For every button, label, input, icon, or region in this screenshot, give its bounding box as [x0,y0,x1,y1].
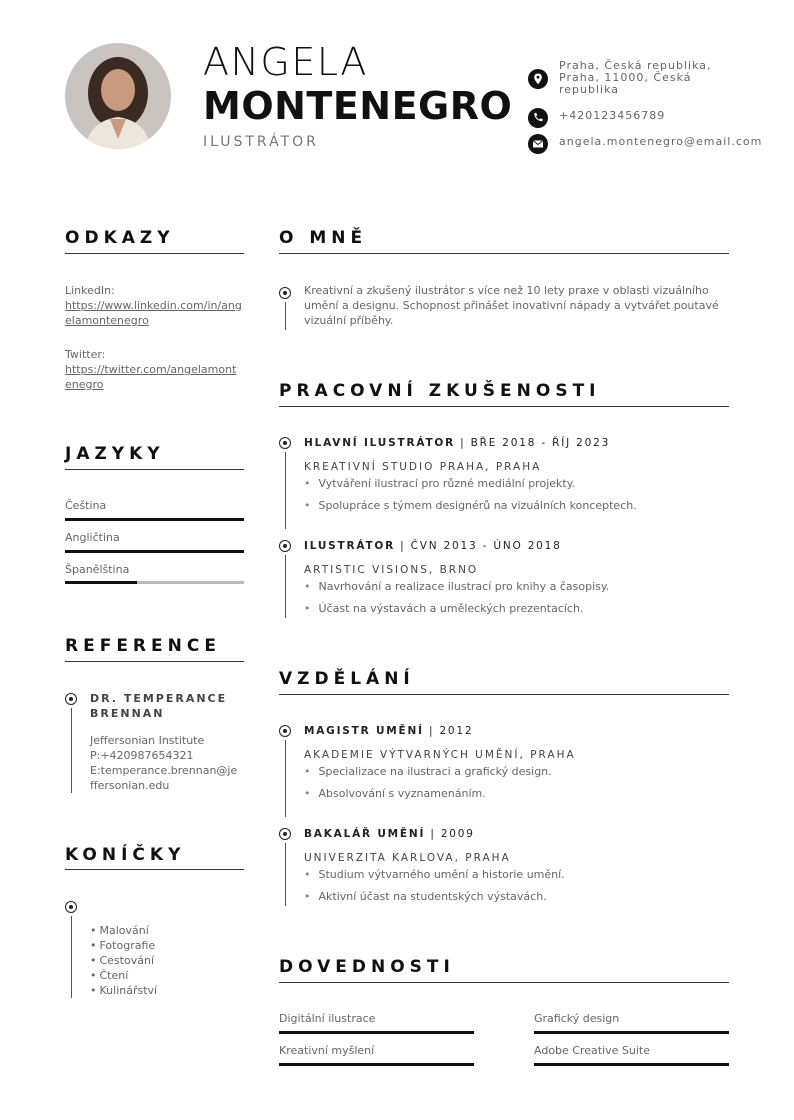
language-name: Španělština [65,563,130,576]
reference-phone: P:+420987654321 [90,749,194,762]
language-level-bar [65,518,244,521]
contact-address: Praha, Česká republika, Praha, 11000, Česká republika [559,59,712,96]
email-icon [528,134,548,154]
last-name: MONTENEGRO [203,84,513,128]
timeline-line [71,708,72,793]
language-level-bar [65,550,244,553]
twitter-url[interactable]: https://twitter.com/angelamontenegro [65,363,237,391]
language-level-bar [65,581,244,584]
timeline-dot-icon [279,437,291,449]
job-bullet: • Vytváření ilustrací pro různé mediální projekty. [304,477,575,490]
education-school: UNIVERZITA KARLOVA, PRAHA [304,852,511,864]
language-name: Angličtina [65,531,120,544]
divider [279,694,729,695]
skill-bar [279,1031,474,1034]
timeline-dot-icon [65,901,77,913]
hobby-item: • Cestování [90,953,157,968]
skill-bar [534,1031,729,1034]
divider [279,982,729,983]
divider [65,253,244,254]
job-header: ILUSTRÁTOR | ČVN 2013 - ÚNO 2018 [304,540,562,552]
education-degree: BAKALÁŘ UMĚNÍ [304,828,426,840]
education-section-title: VZDĚLÁNÍ [279,669,415,689]
first-name: ANGELA [203,40,368,84]
education-bullet: • Aktivní účast na studentských výstavách. [304,890,547,903]
hobbies-list [90,923,157,998]
education-bullet: • Studium výtvarného umění a historie umění. [304,868,565,881]
skill-bar [279,1063,474,1066]
divider [279,406,729,407]
skill-name: Digitální ilustrace [279,1012,376,1025]
timeline-dot-icon [279,725,291,737]
education-year: 2009 [440,828,475,840]
hobby-item: • Fotografie [90,938,157,953]
education-header: MAGISTR UMĚNÍ | 2012 [304,725,474,737]
reference-email: E:temperance.brennan@jeffersonian.edu [90,764,238,792]
link-label: LinkedIn: [65,284,115,297]
education-bullet: • Absolvování s vyznamenáním. [304,787,486,800]
hobbies-section-title: KONÍČKY [65,845,186,865]
timeline-line [71,916,72,998]
hobby-item: • Malování [90,923,157,938]
link-twitter [65,347,243,392]
skill-bar [534,1063,729,1066]
experience-section-title: PRACOVNÍ ZKUŠENOSTI [279,381,601,401]
contact-phone: +420123456789 [559,109,666,122]
references-section-title: REFERENCE [65,636,221,656]
divider [279,253,729,254]
job-company: KREATIVNÍ STUDIO PRAHA, PRAHA [304,461,542,473]
about-section-title: O MNĚ [279,228,368,248]
phone-icon [528,108,548,128]
job-company: ARTISTIC VISIONS, BRNO [304,564,479,576]
link-label: Twitter: [65,348,106,361]
contact-email: angela.montenegro@email.com [559,135,763,148]
timeline-dot-icon [279,828,291,840]
education-bullet: • Specializace na ilustraci a grafický design. [304,765,552,778]
timeline-line [285,843,286,906]
skill-name: Kreativní myšlení [279,1044,375,1057]
job-header: HLAVNÍ ILUSTRÁTOR | BŘE 2018 - ŘÍJ 2023 [304,437,611,449]
languages-section-title: JAZYKY [65,444,165,464]
education-school: AKADEMIE VÝTVARNÝCH UMĚNÍ, PRAHA [304,749,576,761]
timeline-dot-icon [279,540,291,552]
education-header: BAKALÁŘ UMĚNÍ | 2009 [304,828,475,840]
divider [65,469,244,470]
linkedin-url[interactable]: https://www.linkedin.com/in/angelamontenegro [65,299,242,327]
language-level-fill [65,518,244,521]
location-pin-icon [528,69,548,89]
timeline-dot-icon [279,287,291,299]
timeline-line [285,302,286,330]
job-role: HLAVNÍ ILUSTRÁTOR [304,437,456,449]
timeline-line [285,452,286,529]
job-title: ILUSTRÁTOR [203,134,319,150]
link-linkedin [65,283,243,328]
timeline-dot-icon [65,693,77,705]
timeline-line [285,740,286,817]
reference-org: Jeffersonian Institute [90,734,205,747]
job-bullet: • Navrhování a realizace ilustrací pro knihy a časopisy. [304,580,609,593]
skill-name: Adobe Creative Suite [534,1044,650,1057]
links-section-title: ODKAZY [65,228,175,248]
job-bullet: • Spolupráce s týmem designérů na vizuálních konceptech. [304,499,637,512]
divider [65,661,244,662]
hobby-item: • Čtení [90,968,157,983]
language-level-fill [65,581,137,584]
timeline-line [285,555,286,618]
language-name: Čeština [65,499,107,512]
education-year: 2012 [439,725,474,737]
education-degree: MAGISTR UMĚNÍ [304,725,424,737]
profile-photo [65,43,171,149]
about-text: Kreativní a zkušený ilustrátor s více než 10 lety praxe v oblasti vizuálního umění a designu. Schopnost přinášet inovativní nápady a vytvářet poutavé vizuální příběhy. [304,284,719,327]
language-level-fill [65,550,244,553]
job-dates: ČVN 2013 - ÚNO 2018 [410,540,562,552]
hobby-item: • Kulinářství [90,983,157,998]
skill-name: Grafický design [534,1012,620,1025]
skills-section-title: DOVEDNOSTI [279,957,455,977]
reference-name: DR. TEMPERANCE BRENNAN [90,692,228,720]
divider [65,869,244,870]
reference-details [90,733,240,793]
job-role: ILUSTRÁTOR [304,540,396,552]
job-dates: BŘE 2018 - ŘÍJ 2023 [470,437,611,449]
job-bullet: • Účast na výstavách a uměleckých prezentacích. [304,602,583,615]
